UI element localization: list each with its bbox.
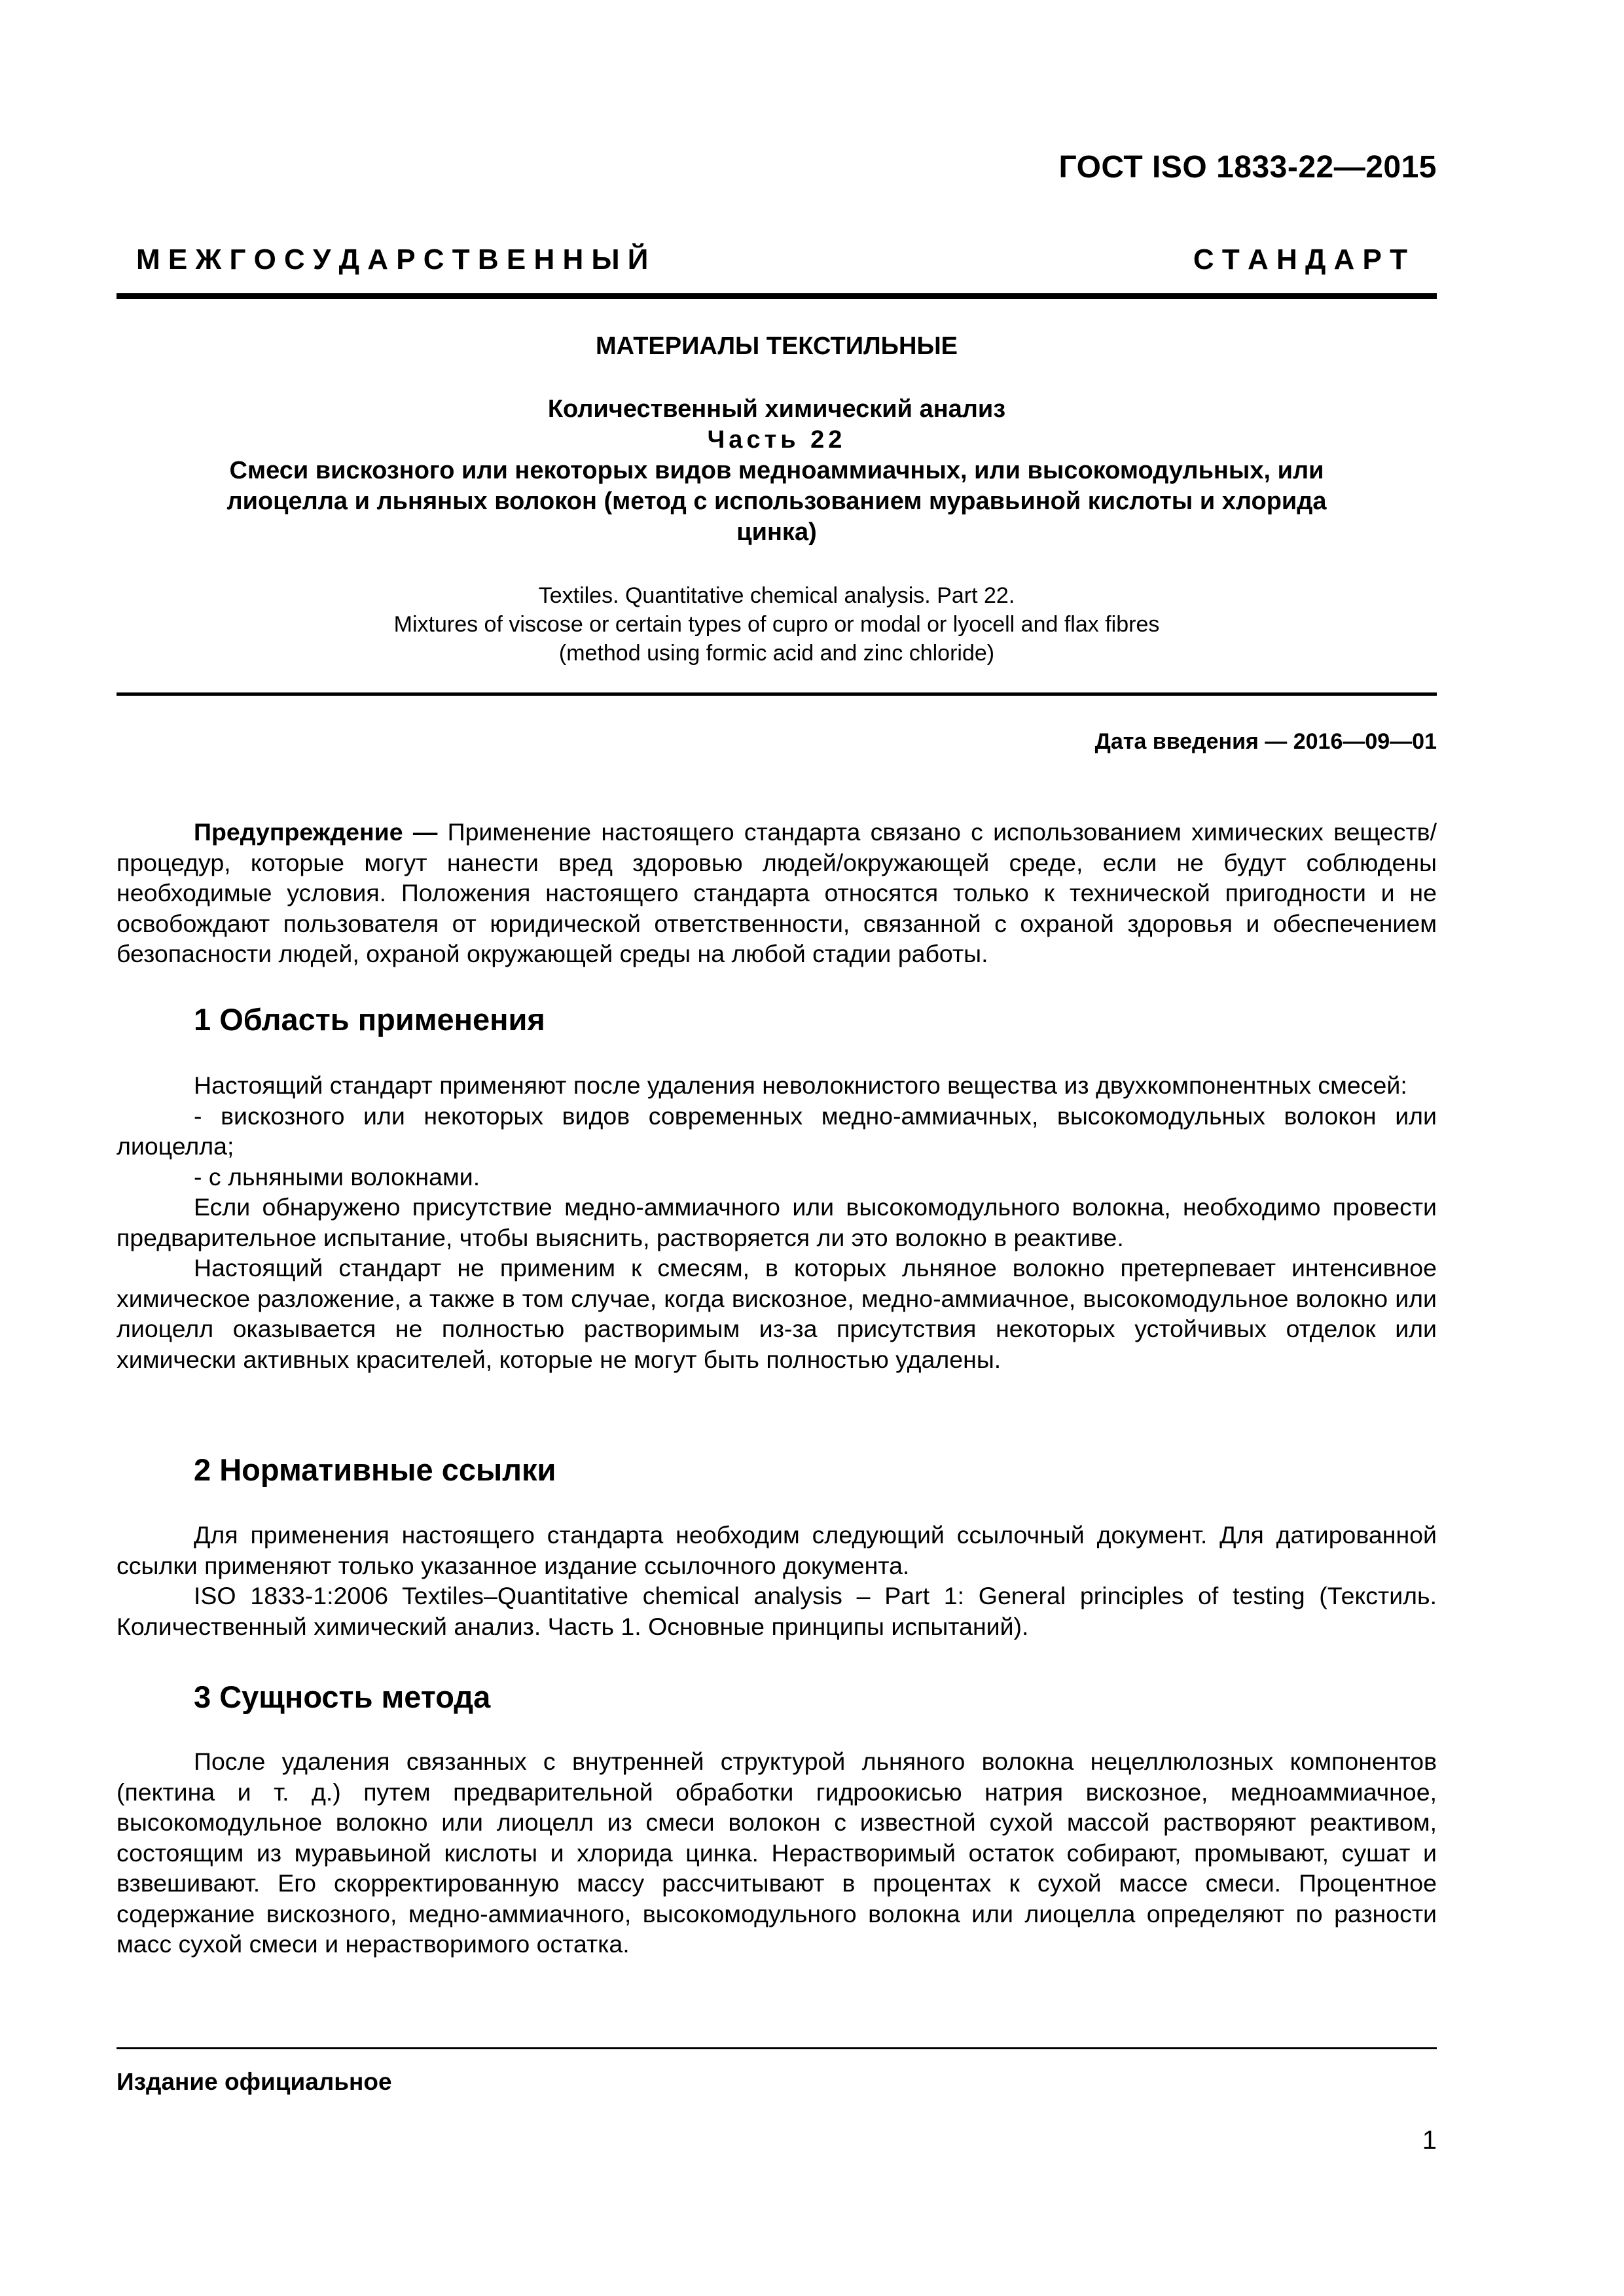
- title-rule: [117, 692, 1437, 696]
- section-body-scope: [117, 1070, 1437, 1374]
- paragraph: После удаления связанных с внутренней структурой льняного волокна нецеллюлозных компонентов (пектина и т. д.) путем предварительной обработки гидроокисью натрия вискозное, медноаммиачное, высокомодульное волокно или лиоцелл из смеси волокон с известной сухой массой растворяют реактивом, состоящим из муравьиной кислоты и хлорида цинка. Нерастворимый остаток собирают, промывают, сушат и взвешивают. Его скорректированную массу рассчитывают в процентах к сухой массе смеси. Процентное содержание вискозного, медно-аммиачного, высокомодульного волокна или лиоцелла определяют по разности масс сухой смеси и нерастворимого остатка.: [117, 1748, 1437, 1958]
- paragraph: Если обнаружено присутствие медно-аммиачного или высокомодульного волокна, необходимо провести предварительное испытание, чтобы выяснить, растворяется ли это волокно в реактиве.: [117, 1193, 1437, 1251]
- section-heading-references: 2 Нормативные ссылки: [194, 1452, 556, 1487]
- english-title-line: (method using formic acid and zinc chloride): [558, 641, 995, 666]
- introduction-date: Дата введения — 2016—09—01: [1094, 729, 1437, 754]
- english-title-line: Mixtures of viscose or certain types of cupro or modal or lyocell and flax fibres: [393, 612, 1160, 637]
- interstate-standard-heading: [136, 243, 1407, 276]
- section-body-method: [117, 1746, 1437, 1960]
- english-title: [117, 581, 1437, 668]
- paragraph: - с льняными волокнами.: [194, 1162, 480, 1191]
- warning-paragraph: [117, 817, 1437, 969]
- official-edition-label: Издание официальное: [117, 2068, 392, 2095]
- paragraph: - вискозного или некоторых видов современных медно-аммиачных, высокомодульных волокон или лиоцелла;: [117, 1102, 1437, 1160]
- warning-text: Применение настоящего стандарта связано с использованием химических веществ/процедур, которые могут нанести вред здоровью людей/окружающей среде, если не будут соблюдены необходимые условия. Положения настоящего стандарта относятся только к технической пригодности и не освобождают пользователя от юридической ответственности, связанной с охраной здоровья и обеспечением безопасности людей, охраной окружающей среды на любой стадии работы.: [117, 818, 1437, 967]
- paragraph: Настоящий стандарт не применим к смесям, в которых льняное волокно претерпевает интенсивное химическое разложение, а также в том случае, когда вискозное, медно-аммиачное, высокомодульное волокно или лиоцелл оказывается не полностью растворимым из-за присутствия некоторых устойчивых отделок или химически активных красителей, которые не могут быть полностью удалены.: [117, 1254, 1437, 1373]
- page-number: 1: [1422, 2126, 1437, 2155]
- interstate-word: М Е Ж Г О С У Д А Р С Т В Е Н Н Ы Й: [136, 243, 649, 276]
- footer-rule: [117, 2047, 1437, 2049]
- warning-label: Предупреждение —: [194, 818, 438, 846]
- english-title-line: Textiles. Quantitative chemical analysis. Part 22.: [538, 583, 1015, 608]
- subtitle-line: цинка): [736, 518, 817, 546]
- standard-word: С Т А Н Д А Р Т: [1193, 243, 1407, 276]
- paragraph: ISO 1833-1:2006 Textiles–Quantitative chemical analysis – Part 1: General principles of testing (Текстиль. Количественный химический анализ. Часть 1. Основные принципы испытаний).: [117, 1582, 1437, 1640]
- subtitle-line: лиоцелла и льняных волокон (метод с использованием муравьиной кислоты и хлорида: [226, 488, 1327, 515]
- paragraph: Настоящий стандарт применяют после удаления неволокнистого вещества из двухкомпонентных смесей:: [194, 1071, 1407, 1099]
- section-heading-method: 3 Сущность метода: [194, 1679, 491, 1714]
- part-number: Часть 22: [707, 426, 846, 454]
- section-body-references: [117, 1520, 1437, 1641]
- subtitle-line: Количественный химический анализ: [547, 395, 1006, 423]
- paragraph: Для применения настоящего стандарта необходим следующий ссылочный документ. Для датированной ссылки применяют только указанное издание ссылочного документа.: [117, 1521, 1437, 1579]
- header-rule: [117, 293, 1437, 299]
- subtitle-line: Смеси вискозного или некоторых видов медноаммиачных, или высокомодульных, или: [229, 457, 1324, 484]
- document-code: ГОСТ ISO 1833-22—2015: [1058, 150, 1437, 185]
- subtitle-block: [117, 394, 1437, 548]
- main-title: МАТЕРИАЛЫ ТЕКСТИЛЬНЫЕ: [596, 332, 958, 360]
- section-heading-scope: 1 Область применения: [194, 1002, 545, 1037]
